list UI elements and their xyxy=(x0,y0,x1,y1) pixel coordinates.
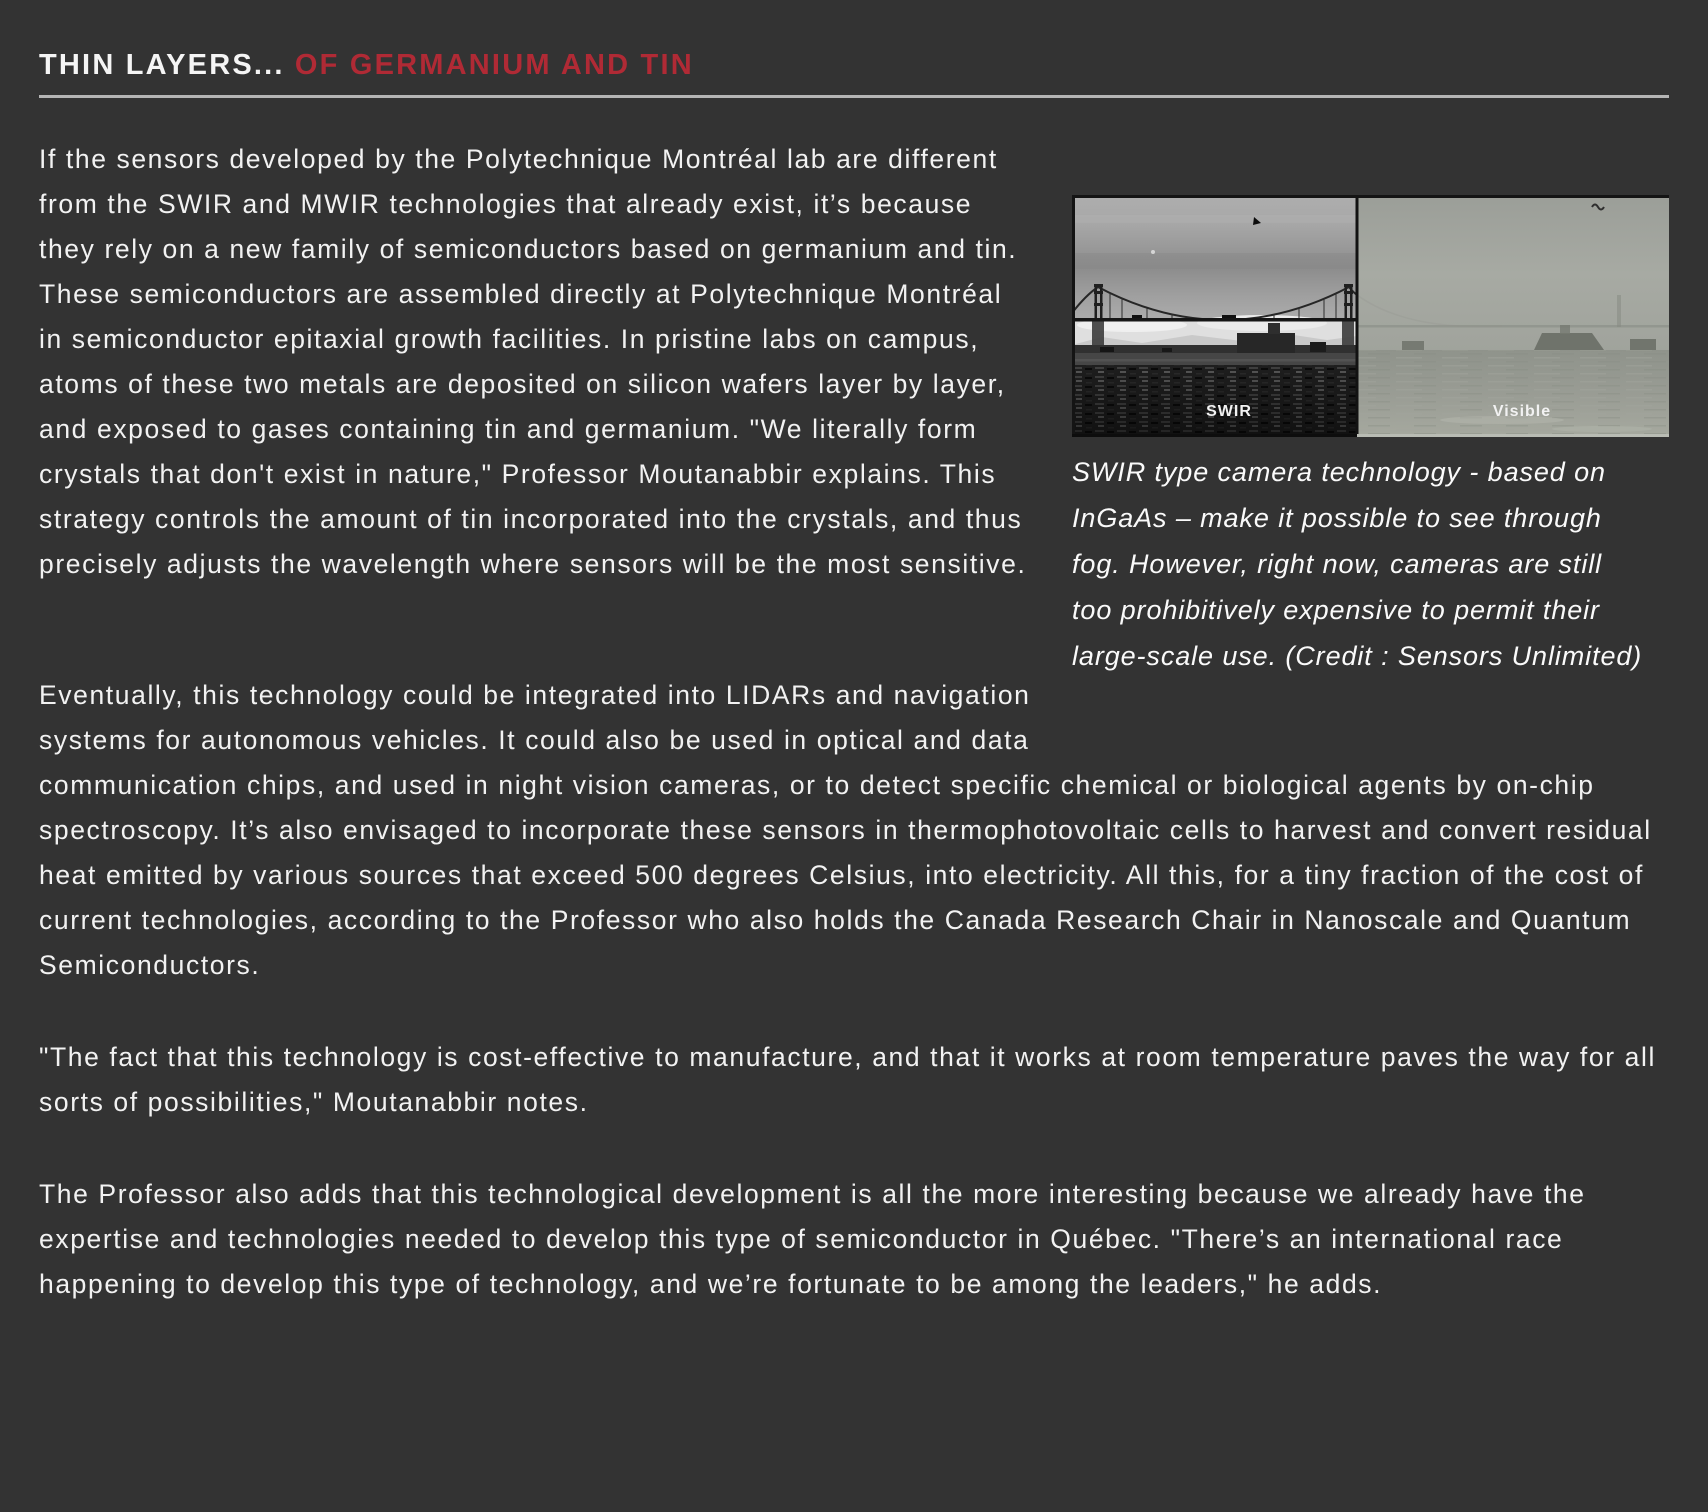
photo-swir-half xyxy=(1072,195,1357,437)
section-title-main: THIN LAYERS... xyxy=(39,49,285,81)
paragraph-1: If the sensors developed by the Polytechnique Montréal lab are different from the SWIR and MWIR technologies that already exist, it’s because they rely on a new family of semiconductors based on germanium and tin. xyxy=(39,144,1018,264)
paragraph-3: Eventually, this technology could be integrated into LIDARs and navigation systems for autonomous vehicles. It could also be used in optical and data communication chips, and used in night vision cameras, or to detect specific chemical or biological agents by on-chip spectroscopy. It’s also envisaged to incorporate these sensors in thermophotovoltaic cells to harvest and convert residual heat emitted by various sources that exceed 500 degrees Celsius, into electricity. All this, for a tiny fraction of the cost of current technologies, according to the Professor who also holds the Canada Research Chair in Nanoscale and Quantum Semiconductors. xyxy=(39,680,1652,980)
paragraph-4: "The fact that this technology is cost-effective to manufacture, and that it works at room temperature paves the way for all sorts of possibilities," Moutanabbir notes. xyxy=(39,1042,1656,1117)
header-divider xyxy=(39,95,1669,98)
sky-glint xyxy=(1151,250,1155,254)
paragraph-2: These semiconductors are assembled directly at Polytechnique Montréal in semiconductor epitaxial growth facilities. In pristine labs on campus, atoms of these two metals are deposited on silicon wafers layer by layer, and exposed to gases containing tin and germanium. "We literally form crystals that don't exist in nature," Professor Moutanabbir explains. This strategy controls the amount of tin incorporated into the crystals, and thus precisely adjusts the wavelength where sensors will be the most sensitive. xyxy=(39,279,1027,579)
article-body xyxy=(39,137,1669,1307)
photo-label-swir: SWIR xyxy=(1206,403,1252,420)
figure-caption: SWIR type camera technology - based on InGaAs – make it possible to see through fog. However, right now, cameras are still too prohibitively expensive to permit their large-scale use. (Credit : Sensors Unlimited) xyxy=(1072,457,1643,671)
paragraph-5: The Professor also adds that this technological development is all the more interesting because we already have the expertise and technologies needed to develop this type of semiconductor in Québec. "There’s an international race happening to develop this type of technology, and we’re fortunate to be among the leaders," he adds. xyxy=(39,1179,1586,1299)
photo-split-line xyxy=(1356,195,1359,437)
swir-vs-visible-photo xyxy=(1072,195,1669,437)
photo-visible-half xyxy=(1357,195,1669,437)
section-title-accent: OF GERMANIUM AND TIN xyxy=(294,49,694,81)
article-header xyxy=(39,48,1669,98)
photo-label-visible: Visible xyxy=(1492,403,1552,420)
section-title xyxy=(39,48,1669,82)
swir-comparison-figure xyxy=(1072,195,1669,679)
